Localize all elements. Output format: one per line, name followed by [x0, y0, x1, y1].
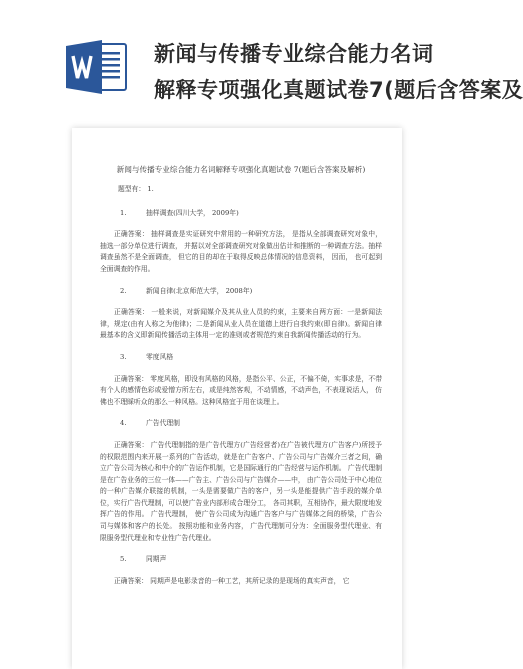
document-body — [100, 162, 382, 587]
answer-paragraph: 正确答案： 零度风格，即没有风格的风格，是指公平、公正，不偏不倚，实事求是，不带有个人的感情色彩或爱憎方所左右，或是纯然客观，不动情感，不动声色，不表现说话人， 仿佛也不理睬听众的那么一种风格。这种风格宜于用在谈理上。 — [100, 374, 382, 406]
question-term: 抽样调查(四川大学， 2009年) — [146, 208, 239, 217]
answer-paragraph: 正确答案： 一般来说，对新闻媒介及其从业人员的约束，主要来自两方面：一是新闻法律，规定(由有人称之为他律)；二是新闻从业人员在道德上进行自我约束(即自律)。新闻自律最基本的含义即新闻传播活动主体用一定的准则或者规范约束自我新闻传播活动的行为。 — [100, 308, 382, 340]
question-heading — [100, 352, 382, 364]
question-number: 4. — [120, 419, 127, 428]
question-heading — [100, 554, 382, 566]
document-title: 新闻与传播专业综合能力名词解释专项强化真题试卷 7(题后含答案及解析) — [116, 165, 366, 174]
question-term: 同期声 — [146, 555, 167, 564]
question-term: 零度风格 — [146, 352, 174, 361]
question-heading — [100, 208, 382, 220]
question-term: 新闻自律(北京师范大学， 2008年) — [146, 286, 253, 295]
question-number: 3. — [120, 352, 127, 361]
word-logo-icon — [66, 38, 128, 96]
page-subtitle: 解释专项强化真题试卷7(题后含答案及 — [154, 78, 523, 102]
answer-paragraph: 正确答案： 同期声是电影录音的一种工艺，其所记录的是现场的真实声音， 它 — [114, 576, 350, 585]
question-number: 1. — [120, 208, 127, 217]
question-number: 2. — [120, 286, 127, 295]
question-term: 广告代理制 — [146, 419, 180, 428]
answer-paragraph: 正确答案： 广告代理制指的是广告代理方(广告经营者)在广告被代理方(广告客户)所授予的权限范围内来开展一系列的广告活动，就是在广告客户、广告公司与广告媒介三者之间，确立广告公司为核心和中介的广告运作机制，它是国际通行的广告经营与运作机制。 广告代理制是在广告业务的三位一体——广告主、广告公司与广告媒介——中， 由广告公司处于中心地位的一种广告媒介联接的机制，一头是需要做广告的客户，另一头是能提供广告手段的媒介单位，实行广告代理制，可以使广告业内部形成合理分工， 各司其职，互相协作，最大限度地发挥广告的作用。 广告代理制， 使广告公司成为沟通广告客户与广告媒体之间的桥梁，广告公司与媒体和客户的长处。 按照功能和业务内容， 广告代理制可分为：全面服务型代理业、有限服务型代理业和专业性广告代理业。 — [100, 440, 382, 542]
question-type: 题型有： 1. — [118, 185, 154, 193]
document-preview[interactable] — [72, 128, 402, 669]
page-title: 新闻与传播专业综合能力名词 — [154, 42, 434, 66]
question-heading — [100, 418, 382, 430]
question-heading — [100, 286, 382, 298]
question-number: 5. — [120, 555, 127, 564]
answer-paragraph: 正确答案： 抽样调查是实证研究中常用的一种研究方法， 是指从全部调查研究对象中， 抽选一部分单位进行调查， 并据以对全部调查研究对象做出估计和推断的一种调查方法。抽样调查虽然不是全面调查， 但它的目的却在于取得反映总体情况的信息资料， 因而， 也可起到全面调查的作用。 — [100, 230, 382, 273]
